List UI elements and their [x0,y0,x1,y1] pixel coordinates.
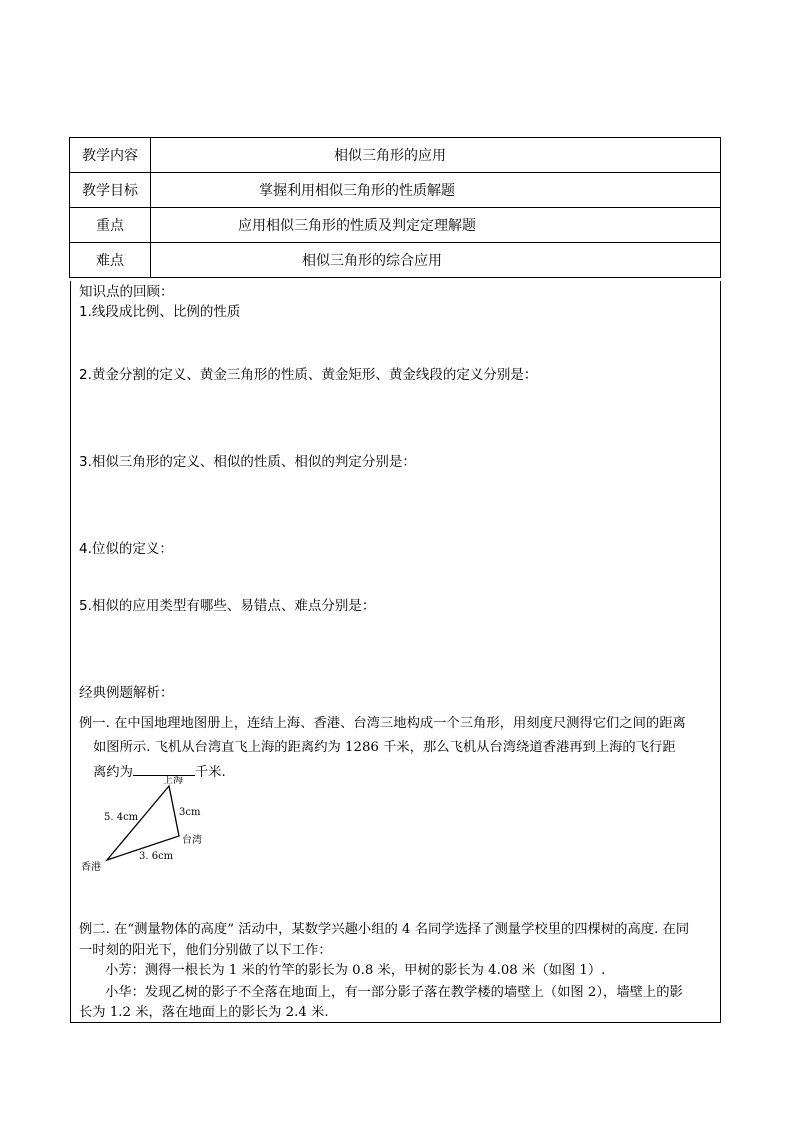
label-shanghai: 上海 [163,776,183,786]
lesson-info-table [69,137,721,278]
label-taiwan: 台湾 [182,835,202,846]
review-item-5: 5.相似的应用类型有哪些、易错点、难点分别是： [79,598,376,614]
example2-line5: 长为 1.2 米，落在地面上的影长为 2.4 米. [79,1005,329,1020]
row-label-goal: 教学目标 [70,173,151,208]
example2-line3: 小芳：测得一根长为 1 米的竹竿的影长为 0.8 米，甲树的影长为 4.08 米（如图 1）. [105,963,606,978]
review-item-3: 3.相似三角形的定义、相似的性质、相似的判定分别是： [79,454,416,470]
row-value-goal: 掌握利用相似三角形的性质解题 [259,183,455,199]
review-item-4: 4.位似的定义： [79,541,173,557]
label-hk-sh-length: 5. 4cm [104,812,139,823]
table-row [70,208,721,243]
examples-heading: 经典例题解析： [79,685,174,701]
row-label-difficulty: 难点 [70,243,151,278]
label-hongkong: 香港 [81,862,101,873]
row-value-key-point: 应用相似三角形的性质及判定定理解题 [238,218,476,234]
table-row [70,173,721,208]
example1-line3-suffix: 千米. [194,765,226,780]
triangle-figure [79,776,229,876]
example1-line3-prefix: 离约为 [93,765,133,780]
example2-line2: 一时刻的阳光下，他们分别做了以下工作： [79,943,332,958]
label-hk-tw-length: 3. 6cm [139,851,174,862]
review-item-1: 1.线段成比例、比例的性质 [79,304,241,320]
label-sh-tw-length: 3cm [179,807,201,818]
content-box [70,281,721,1023]
example1-line1: 例一. 在中国地理地图册上，连结上海、香港、台湾三地构成一个三角形，用刻度尺测得它们之间的距离 [79,716,686,731]
row-label-key-point: 重点 [70,208,151,243]
table-row [70,138,721,173]
example1-line2: 如图所示. 飞机从台湾直飞上海的距离约为 1286 千米，那么飞机从台湾绕道香港再到上海的飞行距 [93,740,676,755]
review-item-2: 2.黄金分割的定义、黄金三角形的性质、黄金矩形、黄金线段的定义分别是： [79,367,538,383]
row-label-content: 教学内容 [70,138,151,173]
triangle-shape [107,786,179,860]
table-row [70,243,721,278]
review-heading: 知识点的回顾： [79,284,174,300]
example2-line1: 例二. 在“测量物体的高度” 活动中，某数学兴趣小组的 4 名同学选择了测量学校里的四棵树的高度. 在同 [79,922,690,937]
answer-blank[interactable] [133,761,195,776]
example2-line4: 小华：发现乙树的影子不全落在地面上，有一部分影子落在教学楼的墙壁上（如图 2），墙壁上的影 [105,985,683,1000]
row-value-content: 相似三角形的应用 [334,148,446,164]
row-value-difficulty: 相似三角形的综合应用 [302,253,442,269]
